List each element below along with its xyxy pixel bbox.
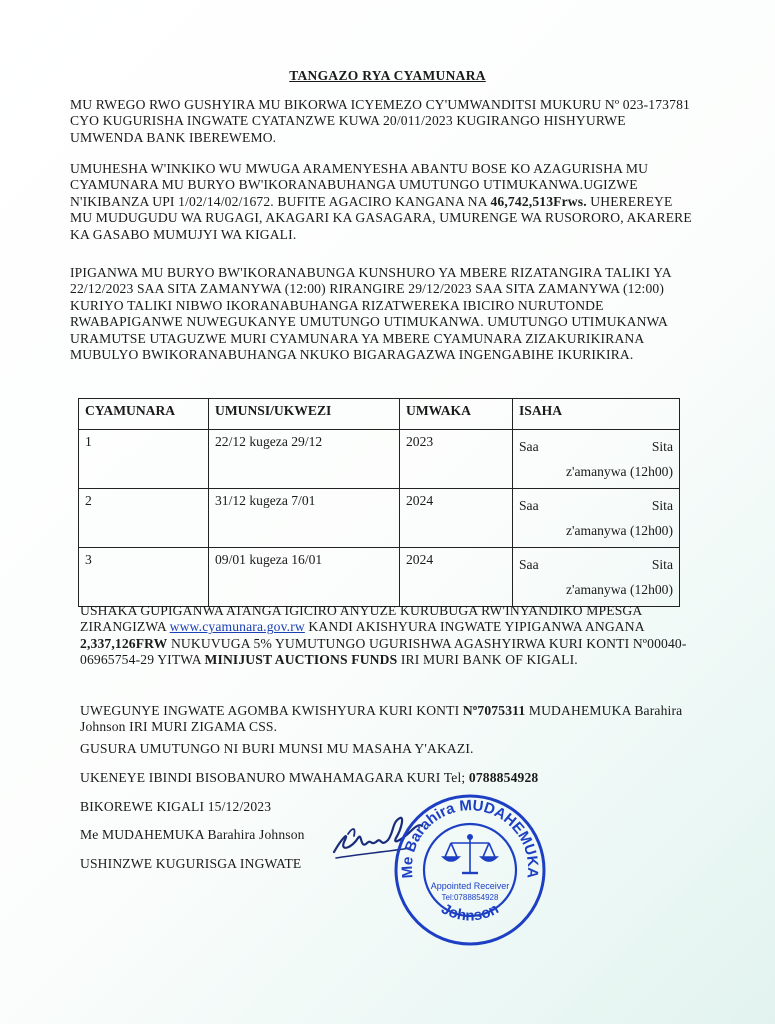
signatory-name: Me MUDAHEMUKA Barahira Johnson: [80, 827, 305, 842]
auction-website-link[interactable]: www.cyamunara.gov.rw: [169, 619, 305, 635]
auction-schedule-paragraph: IPIGANWA MU BURYO BW'IKORANABUNGA KUNSHURO YA MBERE RIZATANGIRA TALIKI YA 22/12/2023 SAA SITA ZAMANYWA (12:00) RIRANGIRE 29/12/2023 SAA SITA ZAMANYWA (12:00) KURIYO TALIKI NIBWO IKORANABUHANGA RIZATWEREKA IBICIRO NURUTONDE RWABAPIGANWE NUWEGUKANYE UMUTUNGO UTIMUKANWA. UMUTUNGO UTIMUKANWA URAMUTSE UTAGUZWE MURI CYAMUNARA YA MBERE CYAMUNARA ZIZAKURIKIRANA MUBULYO BWIKORANABUHANGA NKUKO BIGARAGAZWA INGENGABIHE IKURIKIRA.: [70, 265, 671, 363]
auction-time: [513, 430, 680, 489]
auction-dates: 09/01 kugeza 16/01: [209, 548, 400, 607]
stamp-top-text: Me Barahira MUDAHEMUKA: [398, 797, 542, 879]
scales-of-justice-icon: [443, 835, 497, 873]
auction-dates: 31/12 kugeza 7/01: [209, 489, 400, 548]
property-location: UHEREREYE MU MUDUGUDU WA RUGAGI, AKAGARI KA GASAGARA, UMURENGE WA RUSORORO, AKARERE KA GASABO MUMUJYI WA KIGALI.: [70, 193, 692, 242]
time-line-2: z'amanywa (12h00): [565, 464, 673, 479]
contact-paragraph: [80, 770, 690, 786]
auction-year: 2024: [400, 489, 513, 548]
svg-text:Johnson: [438, 900, 501, 924]
auction-time: [513, 548, 680, 607]
notice-title: TANGAZO RYA CYAMUNARA: [289, 68, 486, 83]
intro-paragraph: MU RWEGO RWO GUSHYIRA MU BIKORWA ICYEMEZO CY'UMWANDITSI MUKURU Nº 023-173781 CYO KUGURISHA INGWATE CYATANZWE KUWA 20/011/2023 KUGIRANGO HISHYURWE UMWENDA BANK IBEREWEMO.: [70, 97, 690, 145]
auction-dates: 22/12 kugeza 29/12: [209, 430, 400, 489]
visit-paragraph: GUSURA UMUTUNGO NI BURI MUNSI MU MASAHA Y'AKAZI.: [80, 741, 474, 756]
auction-number: 1: [79, 430, 209, 489]
column-header: CYAMUNARA: [79, 399, 209, 430]
table-row: [79, 548, 680, 607]
contact-text: UKENEYE IBINDI BISOBANURO MWAHAMAGARA KURI Tel;: [80, 770, 469, 785]
property-value: 46,742,513Frws.: [490, 193, 587, 209]
payment-paragraph: [80, 703, 690, 736]
payment-text: UWEGUNYE INGWATE AGOMBA KWISHYURA KURI KONTI: [80, 703, 463, 718]
bidding-text: USHAKA GUPIGANWA ATANGA IGICIRO ANYUZE KURUBUGA RW'INYANDIKO MPESGA ZIRANGIZWA: [80, 603, 642, 635]
bidding-text: KANDI AKISHYURA INGWATE YIPIGANWA ANGANA: [304, 619, 644, 635]
table-row: [79, 489, 680, 548]
stamp-tel: Tel:0788854928: [441, 893, 499, 902]
auction-schedule-table: [78, 398, 680, 607]
auction-year: 2024: [400, 548, 513, 607]
column-header: UMUNSI/UKWEZI: [209, 399, 400, 430]
column-header: UMWAKA: [400, 399, 513, 430]
time-line-2: z'amanywa (12h00): [565, 582, 673, 597]
bidding-text: IRI MURI BANK OF KIGALI.: [397, 652, 578, 668]
auction-number: 3: [79, 548, 209, 607]
auction-time: [513, 489, 680, 548]
account-name: MINIJUST AUCTIONS FUNDS: [204, 652, 398, 668]
signatory-role: USHINZWE KUGURISGA INGWATE: [80, 856, 302, 871]
table-row: [79, 430, 680, 489]
table-header-row: [79, 399, 680, 430]
property-text: UMUHESHA W'INKIKO WU MWUGA ARAMENYESHA ABANTU BOSE KO AZAGURISHA MU CYAMUNARA MU BURYO BW'IKORANABUHANGA UMUTUNGO UTIMUKANWA.UGIZWE N'IKIBANZA UPI 1/02/14/02/1672. BUFITE AGACIRO KANGANA NA: [70, 161, 649, 209]
stamp-label: Appointed Receiver: [430, 881, 510, 891]
auction-number: 2: [79, 489, 209, 548]
payment-text: MUDAHEMUKA Barahira Johnson IRI MURI ZIGAMA CSS.: [80, 703, 683, 735]
time-line-1: Saa Sita: [519, 557, 673, 572]
deposit-amount: 2,337,126FRW: [80, 635, 168, 651]
column-header: ISAHA: [513, 399, 680, 430]
official-stamp: [393, 793, 547, 947]
time-line-1: Saa Sita: [519, 498, 673, 513]
property-paragraph: [70, 161, 695, 243]
auction-year: 2023: [400, 430, 513, 489]
time-line-2: z'amanywa (12h00): [565, 523, 673, 538]
stamp-bottom-text: Johnson: [438, 900, 502, 925]
contact-phone: 0788854928: [468, 770, 539, 785]
time-line-1: Saa Sita: [519, 439, 673, 454]
place-date: BIKOREWE KIGALI 15/12/2023: [80, 799, 272, 814]
bidding-text: NUKUVUGA 5% YUMUTUNGO UGURISHWA AGASHYIRWA KURI KONTI Nº00040-06965754-29 YITWA: [80, 635, 687, 668]
receiver-account: Nº7075311: [462, 703, 526, 718]
bidding-instructions-paragraph: [80, 603, 690, 669]
